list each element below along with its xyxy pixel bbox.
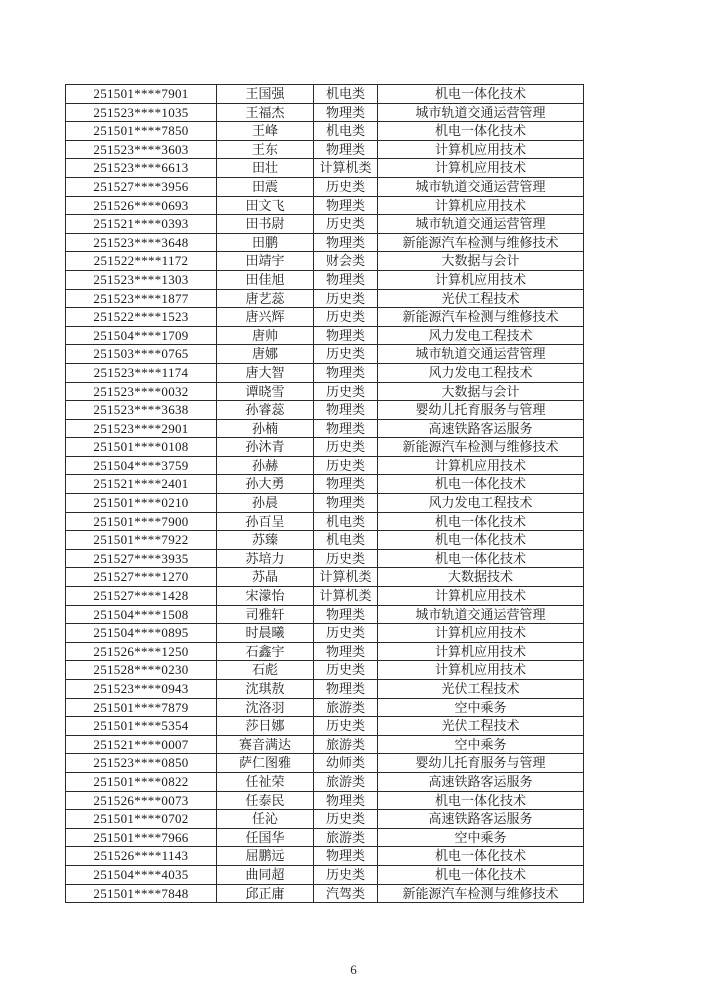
table-row	[66, 735, 584, 754]
name-cell: 石彪	[217, 661, 314, 680]
major-cell: 光伏工程技术	[378, 289, 584, 308]
table-row	[66, 810, 584, 829]
name-cell: 屈鹏远	[217, 847, 314, 866]
table-row	[66, 661, 584, 680]
candidate-id-cell: 251504****4035	[66, 865, 217, 884]
category-cell: 机电类	[314, 85, 378, 104]
table-row	[66, 512, 584, 531]
candidate-id-cell: 251523****1174	[66, 363, 217, 382]
candidate-id-cell: 251521****0393	[66, 215, 217, 234]
major-cell: 风力发电工程技术	[378, 494, 584, 513]
category-cell: 计算机类	[314, 568, 378, 587]
major-cell: 空中乘务	[378, 828, 584, 847]
category-cell: 历史类	[314, 865, 378, 884]
candidate-id-cell: 251523****0850	[66, 754, 217, 773]
name-cell: 田靖宇	[217, 252, 314, 271]
table-row	[66, 215, 584, 234]
table-row	[66, 326, 584, 345]
table-row	[66, 828, 584, 847]
name-cell: 任泰民	[217, 791, 314, 810]
category-cell: 历史类	[314, 382, 378, 401]
category-cell: 物理类	[314, 140, 378, 159]
name-cell: 唐艺蕊	[217, 289, 314, 308]
major-cell: 计算机应用技术	[378, 456, 584, 475]
name-cell: 田震	[217, 177, 314, 196]
category-cell: 历史类	[314, 661, 378, 680]
category-cell: 历史类	[314, 345, 378, 364]
candidate-id-cell: 251523****1877	[66, 289, 217, 308]
major-cell: 大数据技术	[378, 568, 584, 587]
table-row	[66, 531, 584, 550]
admission-roster-table	[65, 84, 584, 903]
name-cell: 苏臻	[217, 531, 314, 550]
table-row	[66, 549, 584, 568]
candidate-id-cell: 251527****3956	[66, 177, 217, 196]
name-cell: 田壮	[217, 159, 314, 178]
name-cell: 莎日娜	[217, 717, 314, 736]
table-row	[66, 754, 584, 773]
candidate-id-cell: 251523****3648	[66, 233, 217, 252]
candidate-id-cell: 251527****1270	[66, 568, 217, 587]
table-row	[66, 456, 584, 475]
name-cell: 时晨曦	[217, 624, 314, 643]
name-cell: 苏晶	[217, 568, 314, 587]
name-cell: 孙大勇	[217, 475, 314, 494]
major-cell: 城市轨道交通运营管理	[378, 177, 584, 196]
table-row	[66, 270, 584, 289]
name-cell: 任祉荣	[217, 772, 314, 791]
major-cell: 机电一体化技术	[378, 85, 584, 104]
category-cell: 旅游类	[314, 735, 378, 754]
major-cell: 新能源汽车检测与维修技术	[378, 233, 584, 252]
major-cell: 计算机应用技术	[378, 140, 584, 159]
category-cell: 物理类	[314, 605, 378, 624]
category-cell: 历史类	[314, 438, 378, 457]
table-row	[66, 605, 584, 624]
category-cell: 历史类	[314, 289, 378, 308]
candidate-id-cell: 251501****7850	[66, 122, 217, 141]
candidate-id-cell: 251523****0032	[66, 382, 217, 401]
major-cell: 空中乘务	[378, 698, 584, 717]
category-cell: 物理类	[314, 326, 378, 345]
name-cell: 曲同超	[217, 865, 314, 884]
candidate-id-cell: 251528****0230	[66, 661, 217, 680]
table-row	[66, 177, 584, 196]
major-cell: 光伏工程技术	[378, 680, 584, 699]
table-row	[66, 475, 584, 494]
major-cell: 新能源汽车检测与维修技术	[378, 438, 584, 457]
major-cell: 高速铁路客运服务	[378, 419, 584, 438]
category-cell: 计算机类	[314, 159, 378, 178]
major-cell: 风力发电工程技术	[378, 363, 584, 382]
name-cell: 王东	[217, 140, 314, 159]
major-cell: 大数据与会计	[378, 252, 584, 271]
candidate-id-cell: 251523****1035	[66, 103, 217, 122]
name-cell: 孙百呈	[217, 512, 314, 531]
candidate-id-cell: 251501****0702	[66, 810, 217, 829]
candidate-id-cell: 251521****0007	[66, 735, 217, 754]
name-cell: 石鑫宇	[217, 642, 314, 661]
table-row	[66, 438, 584, 457]
major-cell: 高速铁路客运服务	[378, 810, 584, 829]
table-row	[66, 847, 584, 866]
major-cell: 空中乘务	[378, 735, 584, 754]
name-cell: 赛音满达	[217, 735, 314, 754]
category-cell: 历史类	[314, 810, 378, 829]
name-cell: 谭晓雪	[217, 382, 314, 401]
table-row	[66, 382, 584, 401]
candidate-id-cell: 251504****3759	[66, 456, 217, 475]
name-cell: 王国强	[217, 85, 314, 104]
category-cell: 物理类	[314, 103, 378, 122]
major-cell: 婴幼儿托育服务与管理	[378, 401, 584, 420]
name-cell: 田文飞	[217, 196, 314, 215]
category-cell: 物理类	[314, 363, 378, 382]
candidate-id-cell: 251501****5354	[66, 717, 217, 736]
candidate-id-cell: 251523****0943	[66, 680, 217, 699]
table-row	[66, 642, 584, 661]
major-cell: 风力发电工程技术	[378, 326, 584, 345]
table-row	[66, 196, 584, 215]
major-cell: 城市轨道交通运营管理	[378, 215, 584, 234]
category-cell: 物理类	[314, 233, 378, 252]
category-cell: 财会类	[314, 252, 378, 271]
category-cell: 物理类	[314, 475, 378, 494]
name-cell: 苏培力	[217, 549, 314, 568]
table-row	[66, 363, 584, 382]
candidate-id-cell: 251501****0210	[66, 494, 217, 513]
name-cell: 任国华	[217, 828, 314, 847]
major-cell: 机电一体化技术	[378, 549, 584, 568]
major-cell: 新能源汽车检测与维修技术	[378, 884, 584, 903]
candidate-id-cell: 251501****7922	[66, 531, 217, 550]
name-cell: 王福杰	[217, 103, 314, 122]
major-cell: 城市轨道交通运营管理	[378, 345, 584, 364]
table-row	[66, 103, 584, 122]
table-row	[66, 624, 584, 643]
category-cell: 物理类	[314, 847, 378, 866]
table-row	[66, 865, 584, 884]
table-row	[66, 233, 584, 252]
category-cell: 旅游类	[314, 828, 378, 847]
category-cell: 机电类	[314, 531, 378, 550]
table-row	[66, 122, 584, 141]
candidate-id-cell: 251522****1172	[66, 252, 217, 271]
category-cell: 物理类	[314, 419, 378, 438]
table-row	[66, 494, 584, 513]
table-row	[66, 884, 584, 903]
category-cell: 汽驾类	[314, 884, 378, 903]
table-row	[66, 791, 584, 810]
category-cell: 物理类	[314, 680, 378, 699]
candidate-id-cell: 251504****1709	[66, 326, 217, 345]
roster-table-body	[66, 85, 584, 903]
major-cell: 城市轨道交通运营管理	[378, 103, 584, 122]
major-cell: 机电一体化技术	[378, 475, 584, 494]
category-cell: 物理类	[314, 401, 378, 420]
table-row	[66, 772, 584, 791]
table-row	[66, 85, 584, 104]
name-cell: 孙晨	[217, 494, 314, 513]
major-cell: 计算机应用技术	[378, 624, 584, 643]
candidate-id-cell: 251526****0073	[66, 791, 217, 810]
candidate-id-cell: 251526****1250	[66, 642, 217, 661]
name-cell: 唐娜	[217, 345, 314, 364]
category-cell: 历史类	[314, 177, 378, 196]
category-cell: 物理类	[314, 196, 378, 215]
candidate-id-cell: 251526****0693	[66, 196, 217, 215]
table-row	[66, 140, 584, 159]
category-cell: 物理类	[314, 270, 378, 289]
major-cell: 婴幼儿托育服务与管理	[378, 754, 584, 773]
major-cell: 计算机应用技术	[378, 196, 584, 215]
category-cell: 计算机类	[314, 587, 378, 606]
major-cell: 计算机应用技术	[378, 642, 584, 661]
name-cell: 孙赫	[217, 456, 314, 475]
table-row	[66, 289, 584, 308]
candidate-id-cell: 251501****0822	[66, 772, 217, 791]
major-cell: 机电一体化技术	[378, 791, 584, 810]
table-row	[66, 159, 584, 178]
name-cell: 唐兴辉	[217, 308, 314, 327]
major-cell: 计算机应用技术	[378, 159, 584, 178]
major-cell: 新能源汽车检测与维修技术	[378, 308, 584, 327]
candidate-id-cell: 251501****7900	[66, 512, 217, 531]
table-row	[66, 308, 584, 327]
candidate-id-cell: 251501****7966	[66, 828, 217, 847]
major-cell: 机电一体化技术	[378, 531, 584, 550]
candidate-id-cell: 251501****7879	[66, 698, 217, 717]
name-cell: 沈琪敖	[217, 680, 314, 699]
category-cell: 机电类	[314, 512, 378, 531]
page-number: 6	[350, 962, 357, 977]
candidate-id-cell: 251523****2901	[66, 419, 217, 438]
candidate-id-cell: 251503****0765	[66, 345, 217, 364]
candidate-id-cell: 251527****1428	[66, 587, 217, 606]
candidate-id-cell: 251523****1303	[66, 270, 217, 289]
category-cell: 历史类	[314, 549, 378, 568]
major-cell: 计算机应用技术	[378, 661, 584, 680]
name-cell: 田书尉	[217, 215, 314, 234]
table-row	[66, 345, 584, 364]
table-row	[66, 419, 584, 438]
major-cell: 大数据与会计	[378, 382, 584, 401]
category-cell: 历史类	[314, 717, 378, 736]
candidate-id-cell: 251523****3603	[66, 140, 217, 159]
candidate-id-cell: 251527****3935	[66, 549, 217, 568]
candidate-id-cell: 251521****2401	[66, 475, 217, 494]
name-cell: 王峰	[217, 122, 314, 141]
name-cell: 孙沐青	[217, 438, 314, 457]
table-row	[66, 717, 584, 736]
candidate-id-cell: 251501****7901	[66, 85, 217, 104]
major-cell: 机电一体化技术	[378, 865, 584, 884]
category-cell: 旅游类	[314, 772, 378, 791]
name-cell: 萨仁图雅	[217, 754, 314, 773]
candidate-id-cell: 251504****1508	[66, 605, 217, 624]
category-cell: 物理类	[314, 494, 378, 513]
category-cell: 机电类	[314, 122, 378, 141]
major-cell: 计算机应用技术	[378, 270, 584, 289]
candidate-id-cell: 251523****6613	[66, 159, 217, 178]
major-cell: 机电一体化技术	[378, 512, 584, 531]
candidate-id-cell: 251504****0895	[66, 624, 217, 643]
name-cell: 田佳旭	[217, 270, 314, 289]
name-cell: 任沁	[217, 810, 314, 829]
major-cell: 机电一体化技术	[378, 122, 584, 141]
table-row	[66, 568, 584, 587]
candidate-id-cell: 251522****1523	[66, 308, 217, 327]
name-cell: 邱正庸	[217, 884, 314, 903]
major-cell: 城市轨道交通运营管理	[378, 605, 584, 624]
candidate-id-cell: 251526****1143	[66, 847, 217, 866]
name-cell: 唐大智	[217, 363, 314, 382]
candidate-id-cell: 251523****3638	[66, 401, 217, 420]
category-cell: 物理类	[314, 791, 378, 810]
major-cell: 高速铁路客运服务	[378, 772, 584, 791]
name-cell: 孙睿蕊	[217, 401, 314, 420]
table-row	[66, 401, 584, 420]
category-cell: 物理类	[314, 642, 378, 661]
name-cell: 司雅轩	[217, 605, 314, 624]
category-cell: 旅游类	[314, 698, 378, 717]
name-cell: 唐帅	[217, 326, 314, 345]
category-cell: 历史类	[314, 215, 378, 234]
candidate-id-cell: 251501****7848	[66, 884, 217, 903]
major-cell: 计算机应用技术	[378, 587, 584, 606]
category-cell: 历史类	[314, 456, 378, 475]
table-row	[66, 252, 584, 271]
category-cell: 历史类	[314, 624, 378, 643]
name-cell: 孙楠	[217, 419, 314, 438]
category-cell: 幼师类	[314, 754, 378, 773]
table-row	[66, 698, 584, 717]
major-cell: 机电一体化技术	[378, 847, 584, 866]
candidate-id-cell: 251501****0108	[66, 438, 217, 457]
table-row	[66, 680, 584, 699]
name-cell: 宋濛怡	[217, 587, 314, 606]
table-row	[66, 587, 584, 606]
name-cell: 田鹏	[217, 233, 314, 252]
major-cell: 光伏工程技术	[378, 717, 584, 736]
category-cell: 历史类	[314, 308, 378, 327]
name-cell: 沈洛羽	[217, 698, 314, 717]
